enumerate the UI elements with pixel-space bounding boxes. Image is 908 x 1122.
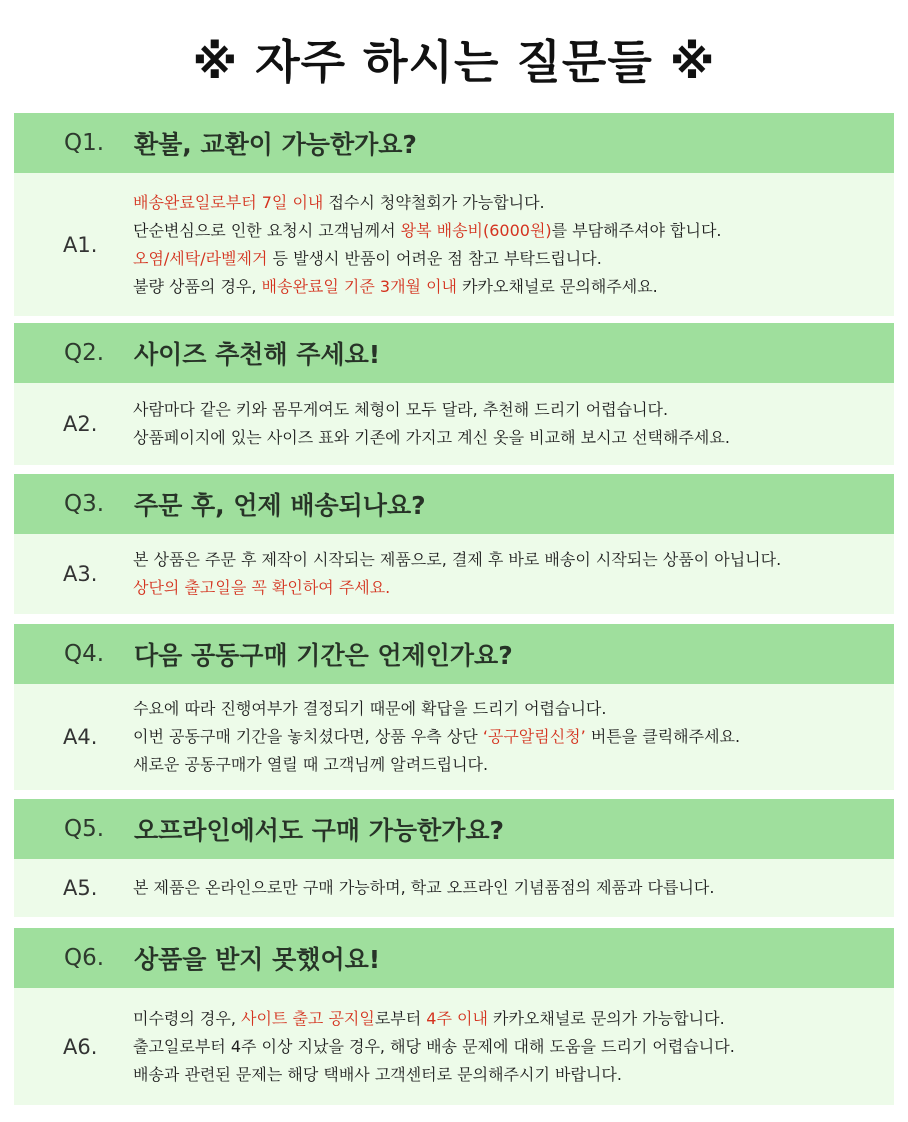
answer-line (133, 245, 722, 273)
answer-number: A4. (63, 725, 98, 749)
answer-segment: 새로운 공동구매가 열릴 때 고객님께 알려드립니다. (133, 755, 489, 774)
question-text: 주문 후, 언제 배송되나요? (134, 491, 426, 520)
answer-segment: 본 상품은 주문 후 제작이 시작되는 제품으로, 결제 후 바로 배송이 시작되는 상품이 아닙니다. (133, 550, 782, 569)
answer-segment: 버튼을 클릭해주세요. (585, 727, 741, 746)
highlight-text: 4주 이내 (426, 1008, 488, 1028)
answer-line (133, 546, 781, 574)
answer-line (133, 723, 740, 751)
highlight-text: 배송완료일로부터 7일 이내 (133, 192, 324, 212)
highlight-text: 배송완료일 기준 3개월 이내 (261, 276, 458, 296)
question-bar (14, 113, 894, 173)
answer-segment: 본 제품은 온라인으로만 구매 가능하며, 학교 오프라인 기념품점의 제품과 다릅니다. (133, 878, 715, 897)
question-bar (14, 928, 894, 988)
answer-segment: 상품페이지에 있는 사이즈 표와 기존에 가지고 계신 옷을 비교해 보시고 선택해주세요. (133, 428, 730, 447)
answer-segment: 이번 공동구매 기간을 놓치셨다면, 상품 우측 상단 (133, 727, 483, 746)
question-text: 환불, 교환이 가능한가요? (134, 130, 417, 159)
faq-item-1 (14, 113, 894, 316)
answer-text (133, 1005, 735, 1089)
faq-item-5 (14, 799, 894, 917)
question-text: 다음 공동구매 기간은 언제인가요? (134, 641, 513, 670)
answer-line (133, 217, 722, 245)
answer-line (133, 424, 730, 452)
faq-item-4 (14, 624, 894, 790)
answer-text (133, 546, 781, 602)
question-bar (14, 474, 894, 534)
question-bar (14, 799, 894, 859)
answer-text (133, 874, 714, 902)
answer-number: A1. (63, 232, 98, 257)
faq-item-3 (14, 474, 894, 614)
answer-segment: 카카오채널로 문의해주세요. (457, 276, 658, 296)
question-text: 사이즈 추천해 주세요! (134, 340, 381, 369)
answer-line (133, 396, 730, 424)
question-number: Q1. (64, 130, 105, 156)
answer-segment: 등 발생시 반품이 어려운 점 참고 부탁드립니다. (267, 248, 602, 268)
highlight-text: 상단의 출고일을 꼭 확인하여 주세요. (133, 578, 391, 597)
answer-box (14, 988, 894, 1105)
answer-text (133, 189, 722, 301)
answer-segment: 카카오채널로 문의가 가능합니다. (487, 1008, 725, 1028)
highlight-text: 오염/세탁/라벨제거 (133, 248, 268, 268)
answer-text (133, 396, 730, 452)
answer-line (133, 273, 722, 301)
answer-segment: 사람마다 같은 키와 몸무게여도 체형이 모두 달라, 추천해 드리기 어렵습니다. (133, 400, 669, 419)
answer-segment: 출고일로부터 4주 이상 지났을 경우, 해당 배송 문제에 대해 도움을 드리기 어렵습니다. (133, 1036, 735, 1056)
highlight-text: 왕복 배송비(6000원) (400, 220, 552, 240)
answer-line (133, 1061, 735, 1089)
answer-segment: 배송과 관련된 문제는 해당 택배사 고객센터로 문의해주시기 바랍니다. (133, 1064, 622, 1084)
highlight-text: 사이트 출고 공지일 (241, 1008, 375, 1028)
answer-line (133, 189, 722, 217)
question-bar (14, 323, 894, 383)
answer-segment: 미수령의 경우, (133, 1008, 241, 1028)
answer-line (133, 695, 740, 723)
answer-segment: 불량 상품의 경우, (133, 276, 262, 296)
answer-segment: 수요에 따라 진행여부가 결정되기 때문에 확답을 드리기 어렵습니다. (133, 699, 607, 718)
faq-item-2 (14, 323, 894, 465)
page-title: ※ 자주 하시는 질문들 ※ (192, 35, 716, 89)
answer-number: A2. (63, 412, 98, 436)
question-number: Q2. (64, 340, 105, 366)
question-text: 상품을 받지 못했어요! (134, 945, 381, 974)
question-number: Q3. (64, 491, 105, 517)
answer-line (133, 574, 781, 602)
answer-box (14, 859, 894, 917)
answer-number: A5. (63, 876, 98, 900)
answer-number: A6. (63, 1034, 98, 1059)
answer-line (133, 1033, 735, 1061)
answer-segment: 로부터 (374, 1008, 427, 1028)
faq-item-6 (14, 928, 894, 1105)
answer-segment: 단순변심으로 인한 요청시 고객님께서 (133, 220, 401, 240)
question-number: Q4. (64, 641, 105, 667)
question-text: 오프라인에서도 구매 가능한가요? (134, 816, 505, 845)
question-number: Q6. (64, 945, 105, 971)
answer-number: A3. (63, 562, 98, 586)
answer-box (14, 534, 894, 614)
question-bar (14, 624, 894, 684)
answer-segment: 를 부담해주셔야 합니다. (551, 220, 722, 240)
answer-box (14, 383, 894, 465)
highlight-text: ‘공구알림신청’ (482, 727, 586, 746)
answer-box (14, 173, 894, 316)
question-number: Q5. (64, 816, 105, 842)
answer-box (14, 684, 894, 790)
answer-segment: 접수시 청약철회가 가능합니다. (323, 192, 545, 212)
answer-line (133, 1005, 735, 1033)
answer-text (133, 695, 740, 779)
answer-line (133, 751, 740, 779)
answer-line (133, 874, 714, 902)
